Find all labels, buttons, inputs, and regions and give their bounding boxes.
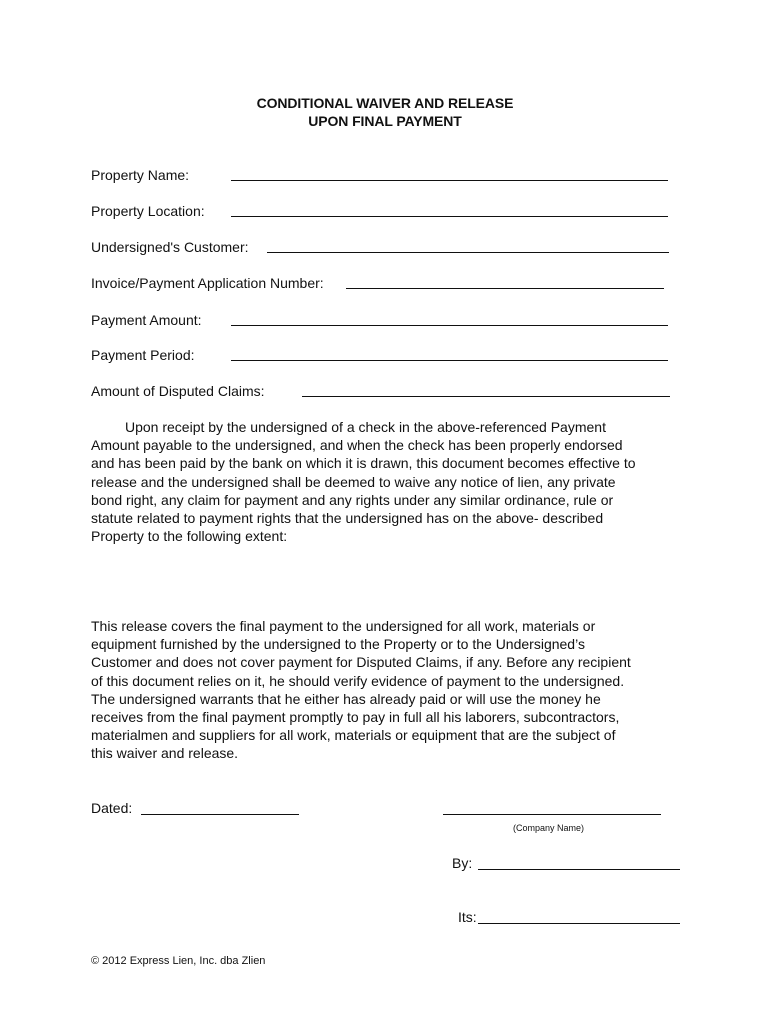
paragraph-line: and has been paid by the bank on which it is drawn, this document becomes effective to xyxy=(91,455,636,472)
paragraph-line: release and the undersigned shall be deemed to waive any notice of lien, any private xyxy=(91,473,616,490)
paragraph-line: of this document relies on it, he should verify evidence of payment to the undersigned. xyxy=(91,672,625,689)
property-location-label: Property Location: xyxy=(91,203,205,219)
paragraph-line: Customer and does not cover payment for Disputed Claims, if any. Before any recipient xyxy=(91,654,631,671)
its-line xyxy=(478,923,680,924)
document-title-line2: UPON FINAL PAYMENT xyxy=(308,113,462,129)
paragraph-line: Upon receipt by the undersigned of a check in the above-referenced Payment xyxy=(125,419,606,435)
payment-period-label: Payment Period: xyxy=(91,347,195,363)
paragraph-line: materialmen and suppliers for all work, materials or equipment that are the subject of xyxy=(91,727,616,744)
invoice-number-line xyxy=(346,288,664,289)
paragraph-line: this waiver and release. xyxy=(91,745,239,762)
company-name-line xyxy=(443,814,661,815)
its-label: Its: xyxy=(458,909,477,925)
paragraph-line: Property to the following extent: xyxy=(91,528,288,545)
property-name-line xyxy=(231,180,668,181)
release-paragraph-2 xyxy=(91,617,691,763)
property-location-line xyxy=(231,216,668,217)
paragraph-line: bond right, any claim for payment and any rights under any similar ordinance, rule or xyxy=(91,491,614,508)
by-line xyxy=(478,869,680,870)
undersigned-customer-label: Undersigned's Customer: xyxy=(91,239,249,255)
paragraph-line: equipment furnished by the undersigned to the Property or to the Undersigned’s xyxy=(91,636,585,653)
invoice-number-label: Invoice/Payment Application Number: xyxy=(91,275,324,291)
paragraph-line: This release covers the final payment to the undersigned for all work, materials or xyxy=(91,618,596,634)
release-paragraph-1 xyxy=(91,418,691,545)
payment-period-line xyxy=(231,360,668,361)
paragraph-line: statute related to payment rights that the undersigned has on the above- described xyxy=(91,510,604,527)
company-name-caption: (Company Name) xyxy=(513,823,585,833)
paragraph-line: receives from the final payment promptly to pay in full all his laborers, subcontractors, xyxy=(91,709,620,726)
paragraph-line: Amount payable to the undersigned, and when the check has been properly endorsed xyxy=(91,437,623,454)
document-title-line1: CONDITIONAL WAIVER AND RELEASE xyxy=(256,95,514,111)
payment-amount-line xyxy=(231,325,668,326)
by-label: By: xyxy=(452,855,473,871)
dated-label: Dated: xyxy=(91,800,133,816)
property-name-label: Property Name: xyxy=(91,167,190,183)
disputed-claims-label: Amount of Disputed Claims: xyxy=(91,383,265,399)
payment-amount-label: Payment Amount: xyxy=(91,312,202,328)
disputed-claims-line xyxy=(302,396,670,397)
paragraph-line: The undersigned warrants that he either has already paid or will use the money he xyxy=(91,690,601,707)
copyright-footer: © 2012 Express Lien, Inc. dba Zlien xyxy=(91,955,266,967)
dated-line xyxy=(141,814,299,815)
undersigned-customer-line xyxy=(267,252,669,253)
